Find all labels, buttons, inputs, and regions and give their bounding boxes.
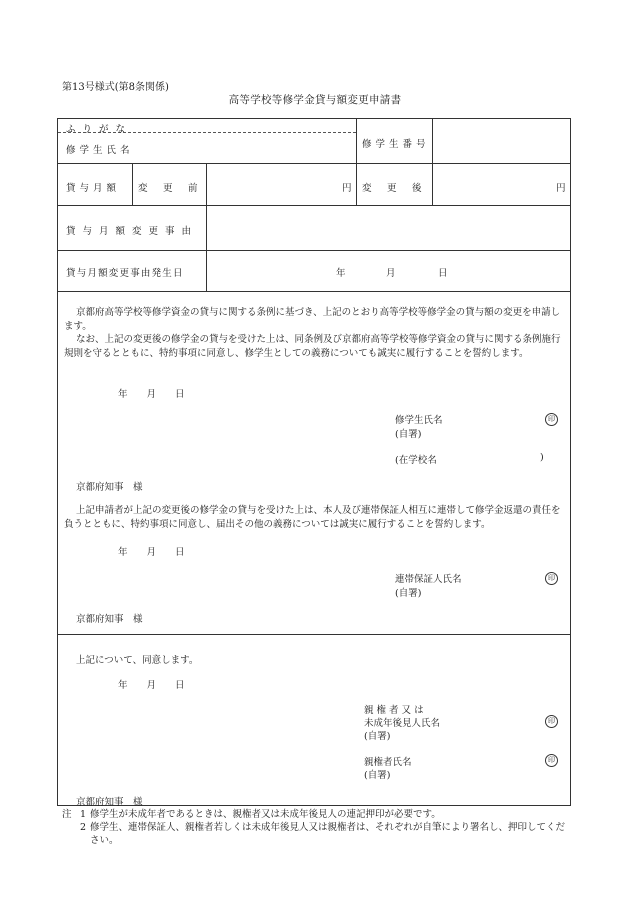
application-table: [57, 118, 571, 292]
guarantor-addressee: 京都府知事 様: [76, 614, 143, 625]
notes-mark: 注: [62, 809, 72, 820]
yen-after: 円: [556, 183, 566, 194]
parent-addressee: 京都府知事 様: [76, 797, 143, 808]
school-name-label: (在学校名: [395, 455, 437, 466]
student-name-label: 修学生氏名: [66, 145, 134, 156]
furigana-label: ふ り が な: [66, 124, 128, 135]
document-title: 高等学校等修学金貸与額変更申請書: [228, 94, 402, 106]
occur-year: 年: [336, 268, 346, 279]
seal-icon: 印: [545, 715, 558, 728]
note-number: 2: [80, 822, 87, 833]
yen-before: 円: [342, 183, 352, 194]
occur-month: 月: [386, 268, 396, 279]
applicant-name-label: 修学生氏名: [395, 415, 443, 426]
form-number: 第13号様式(第8条関係): [62, 82, 169, 93]
parent-label-3: 親権者氏名: [364, 757, 412, 768]
note-text: 修学生、連帯保証人、親権者若しくは未成年後見人又は親権者は、それぞれが自筆により署名し、押印してください。: [90, 822, 566, 846]
occurrence-date-label: 貸与月額変更事由発生日: [66, 268, 184, 279]
after-change-label: 変 更 後: [362, 183, 425, 194]
seal-icon: 印: [545, 572, 558, 585]
parent-label-2: 未成年後見人氏名: [364, 718, 441, 729]
note-number: 1: [80, 809, 87, 820]
guarantor-sign: (自署): [395, 588, 422, 599]
note-item: [62, 808, 568, 821]
school-name-close: ): [540, 452, 544, 463]
applicant-paragraph-1: 京都府高等学校等修学資金の貸与に関する条例に基づき、上記のとおり高等学校等修学金の貸与額の変更を申請します。: [64, 307, 561, 332]
change-reason-label: 貸与月額変更事由: [66, 226, 199, 237]
applicant-addressee: 京都府知事 様: [76, 482, 143, 493]
applicant-paragraph-2: なお、上記の変更後の修学金の貸与を受けた上は、同条例及び京都府高等学校等修学資金の貸与に関する条例施行規則を守るとともに、特約事項に同意し、修学生としての義務についても誠実に履行することを誓約します。: [64, 334, 561, 359]
applicant-sign: (自署): [395, 429, 422, 440]
pledge-box: [57, 291, 571, 635]
student-number-label: 修学生番号: [362, 139, 430, 150]
applicant-date: 年 月 日: [118, 389, 185, 400]
parent-date: 年 月 日: [118, 680, 185, 691]
monthly-amount-label: 貸与月額: [66, 183, 121, 194]
note-text: 修学生が未成年者であるときは、親権者又は未成年後見人の連記押印が必要です。: [90, 809, 441, 820]
note-item: [62, 821, 568, 847]
parent-sign-1: (自署): [364, 731, 391, 742]
seal-icon: 印: [545, 754, 558, 767]
consent-box: [57, 634, 571, 806]
guarantor-date: 年 月 日: [118, 547, 185, 558]
seal-icon: 印: [545, 413, 558, 426]
occur-day: 日: [438, 268, 448, 279]
parent-sign-2: (自署): [364, 770, 391, 781]
guarantor-name-label: 連帯保証人氏名: [395, 574, 462, 585]
guarantor-paragraph: 上記申請者が上記の変更後の修学金の貸与を受けた上は、本人及び連帯保証人相互に連帯して修学金返還の責任を負うとともに、特約事項に同意し、届出その他の義務については誠実に履行することを誓約します。: [64, 505, 561, 530]
notes: [62, 808, 568, 847]
consent-text: 上記について、同意します。: [76, 655, 199, 666]
parent-label-1: 親 権 者 又 は: [364, 705, 424, 716]
before-change-label: 変 更 前: [138, 183, 201, 194]
